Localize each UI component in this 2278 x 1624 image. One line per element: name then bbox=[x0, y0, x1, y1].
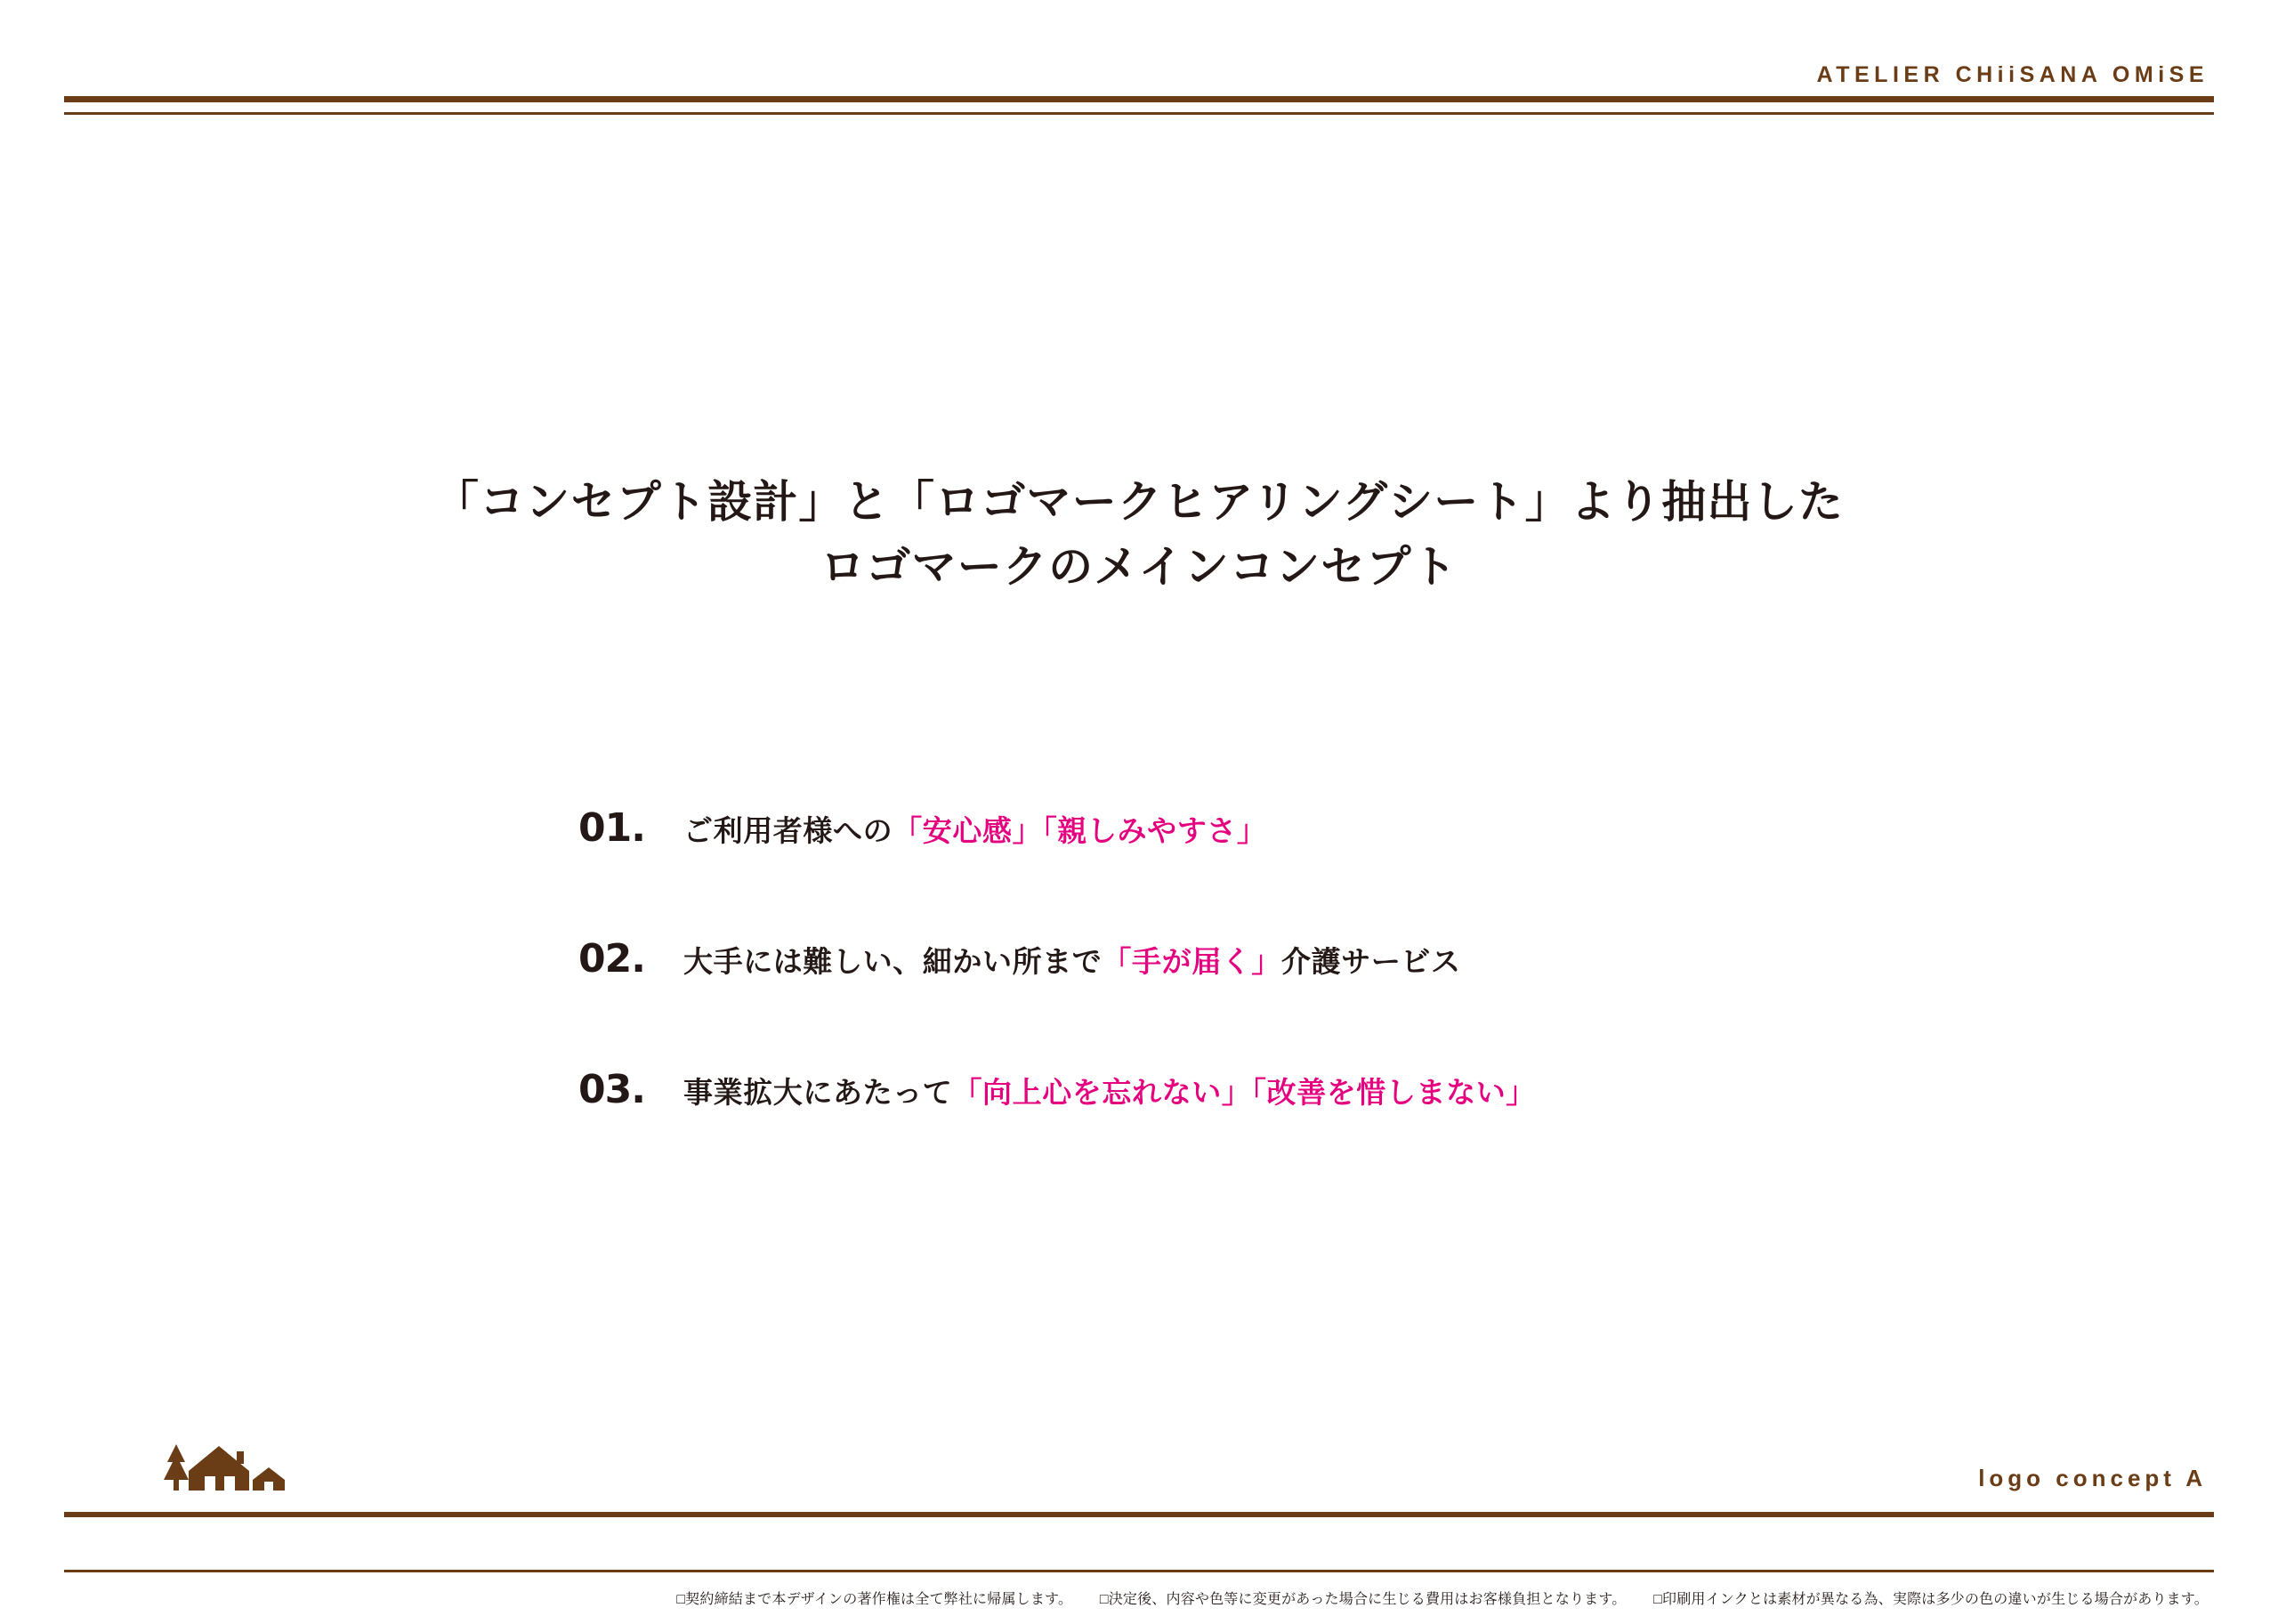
concept-text-after: 介護サービス bbox=[1281, 945, 1461, 978]
list-item bbox=[578, 805, 1913, 851]
concept-highlight-2: 「改善を惜しまない」 bbox=[1251, 1076, 1536, 1109]
page-title-line-1: 「コンセプト設計」と「ロゴマークヒアリングシート」より抽出した bbox=[433, 477, 1845, 527]
concept-text bbox=[683, 939, 1461, 981]
page-title bbox=[0, 470, 2278, 599]
concept-number: 03. bbox=[578, 1067, 645, 1112]
concept-highlight-2: 「親しみやすさ」 bbox=[1042, 814, 1267, 847]
header-rule-thick bbox=[64, 96, 2214, 102]
concept-text-before: 事業拡大にあたって bbox=[683, 1076, 953, 1109]
footer-rule-thin bbox=[64, 1570, 2214, 1572]
concept-highlight-1: 「向上心を忘れない」 bbox=[952, 1076, 1252, 1109]
house-and-tree-icon bbox=[149, 1441, 310, 1512]
concept-text bbox=[683, 808, 1267, 850]
concept-number: 01. bbox=[578, 805, 645, 851]
concept-highlight-1: 「手が届く」 bbox=[1102, 945, 1282, 978]
concept-list bbox=[578, 805, 1913, 1112]
concept-text bbox=[683, 1070, 1536, 1111]
list-item bbox=[578, 936, 1913, 982]
disclaimer-item-1: □契約締結まで本デザインの著作権は全て弊社に帰属します。 bbox=[676, 1592, 1073, 1607]
page-title-line-2: ロゴマークのメインコンセプト bbox=[820, 541, 1458, 592]
concept-number: 02. bbox=[578, 936, 645, 982]
header-rule-thin bbox=[64, 112, 2214, 115]
brand-wordmark: ATELIER CHiiSANA OMiSE bbox=[1816, 62, 2209, 87]
list-item bbox=[578, 1067, 1913, 1112]
footer-ground-rule bbox=[64, 1512, 2214, 1517]
disclaimer bbox=[0, 1588, 2209, 1608]
logo-concept-label: logo concept A bbox=[1978, 1465, 2207, 1491]
disclaimer-item-2: □決定後、内容や色等に変更があった場合に生じる費用はお客様負担となります。 bbox=[1099, 1592, 1627, 1607]
concept-text-before: ご利用者様への bbox=[683, 814, 893, 847]
disclaimer-item-3: □印刷用インクとは素材が異なる為、実際は多少の色の違いが生じる場合があります。 bbox=[1653, 1592, 2209, 1607]
concept-text-before: 大手には難しい、細かい所まで bbox=[683, 945, 1103, 978]
concept-highlight-1: 「安心感」 bbox=[893, 814, 1043, 847]
